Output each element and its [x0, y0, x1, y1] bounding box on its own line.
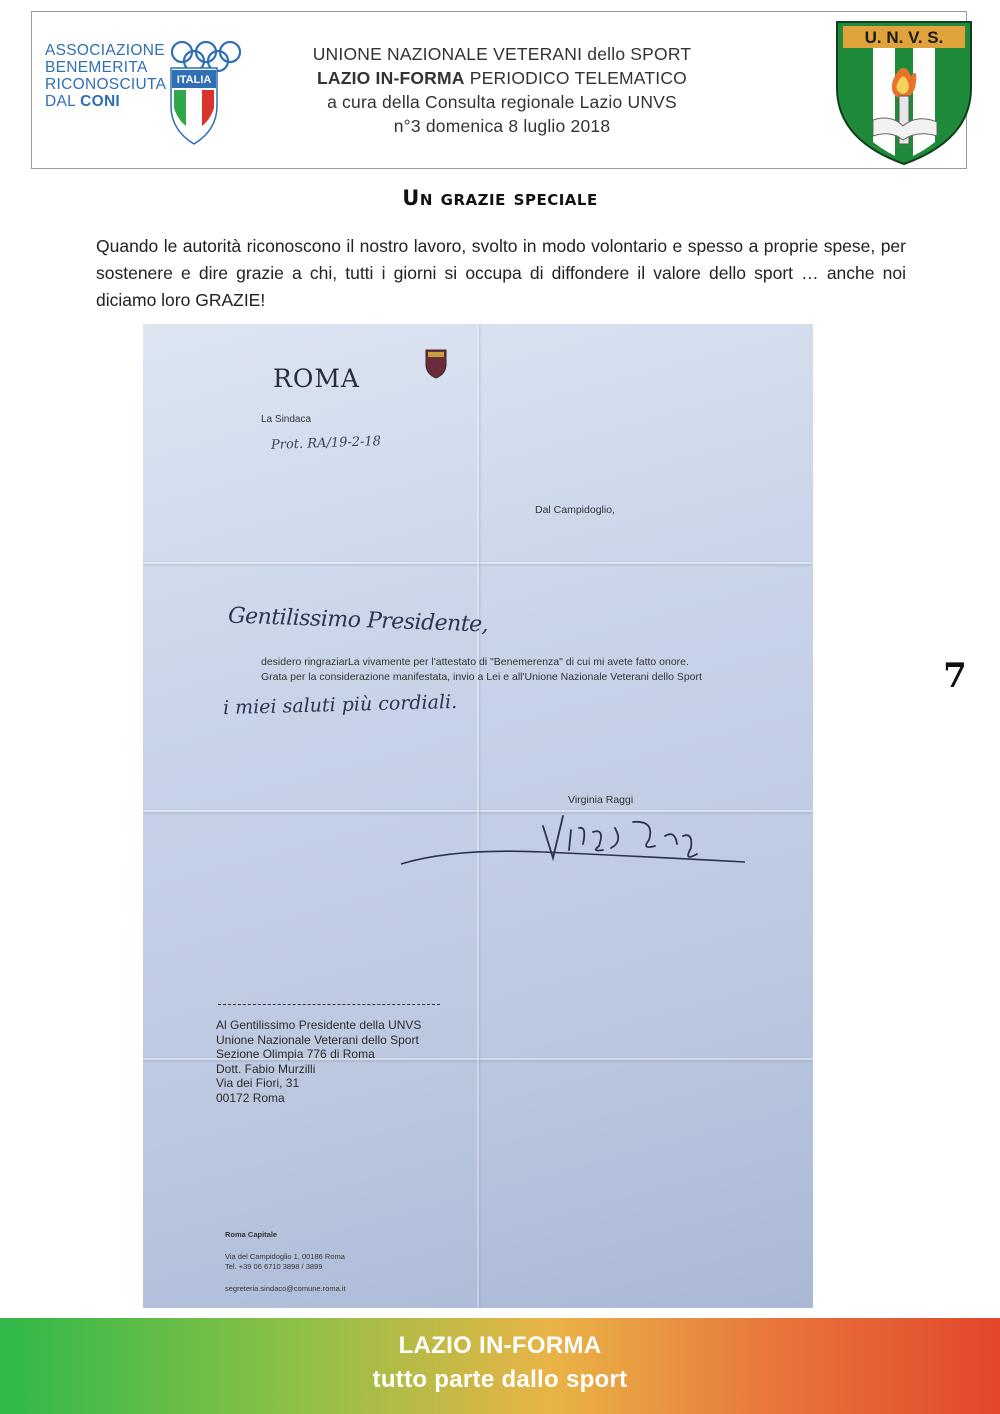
letter-footer-phone: Tel. +39 06 6710 3898 / 3899	[225, 1262, 323, 1271]
italia-shield-icon	[168, 66, 220, 151]
coni-line: ASSOCIAZIONE	[45, 42, 165, 59]
address-line: Unione Nazionale Veterani dello Sport	[216, 1032, 419, 1047]
letter-closing: i miei saluti più cordiali.	[222, 690, 458, 720]
coni-association-label	[45, 42, 175, 110]
letter-body-line: Grata per la considerazione manifestata, invio a Lei e all'Unione Nazionale Veterani dello Sport	[261, 671, 702, 683]
address-line: Sezione Olimpia 776 di Roma	[216, 1047, 375, 1061]
masthead-title	[262, 42, 742, 138]
letter-footer-address: Via del Campidoglio 1, 00186 Roma	[225, 1252, 345, 1261]
letterhead-city: ROMA	[273, 364, 360, 393]
letter-salutation: Gentilissimo Presidente,	[227, 603, 489, 638]
address-line: Dott. Fabio Murzilli	[216, 1061, 316, 1076]
footer-motto: tutto parte dallo sport	[372, 1366, 628, 1393]
address-separator	[218, 1004, 440, 1005]
letter-place: Dal Campidoglio,	[535, 504, 615, 516]
page-footer	[0, 1318, 1000, 1414]
letter-photo	[143, 324, 813, 1308]
article-title: Un grazie speciale	[402, 186, 598, 210]
letter-footer-org: Roma Capitale	[225, 1230, 278, 1239]
roma-crest-icon	[423, 348, 449, 385]
address-line: 00172 Roma	[216, 1090, 285, 1105]
coni-line: DAL CONI	[45, 93, 121, 110]
page-number: 7	[943, 656, 967, 696]
unvs-shield-icon	[833, 18, 975, 173]
italia-label: ITALIA	[176, 74, 212, 86]
article-intro: Quando le autorità riconoscono il nostro lavoro, svolto in modo volontario e spesso a proprie spese, per sostenere e dire grazie a chi, tutti i giorni si occupa di diffondere il valore dello sport … anche noi diciamo loro GRAZIE!	[96, 236, 906, 310]
address-line: Via dei Fiori, 31	[216, 1076, 300, 1090]
coni-line: BENEMERITA	[45, 59, 148, 76]
masthead	[31, 11, 967, 169]
recipient-address	[216, 1018, 421, 1105]
letterhead-office: La Sindaca	[261, 414, 312, 425]
letter-footer	[225, 1230, 346, 1294]
protocol-note: Prot. RA/19-2-18	[270, 434, 382, 453]
unvs-badge-label: U. N. V. S.	[864, 28, 944, 47]
masthead-line-issue: n°3 domenica 8 luglio 2018	[393, 116, 611, 136]
letter-footer-email: segreteria.sindaco@comune.roma.it	[225, 1284, 346, 1293]
footer-title: LAZIO IN-FORMA	[398, 1332, 602, 1359]
masthead-line-editor: a cura della Consulta regionale Lazio UNVS	[327, 92, 677, 112]
coni-line: RICONOSCIUTA	[45, 76, 167, 93]
handwritten-signature	[393, 802, 753, 882]
address-line: Al Gentilissimo Presidente della UNVS	[216, 1018, 422, 1032]
signer-name: Virginia Raggi	[568, 794, 634, 806]
masthead-line-organization: UNIONE NAZIONALE VETERANI dello SPORT	[312, 44, 692, 64]
letter-body-line: desidero ringraziarLa vivamente per l'attestato di "Benemerenza" di cui mi avete fatto onore.	[261, 656, 689, 668]
masthead-line-publication: LAZIO IN-FORMA PERIODICO TELEMATICO	[317, 68, 687, 88]
